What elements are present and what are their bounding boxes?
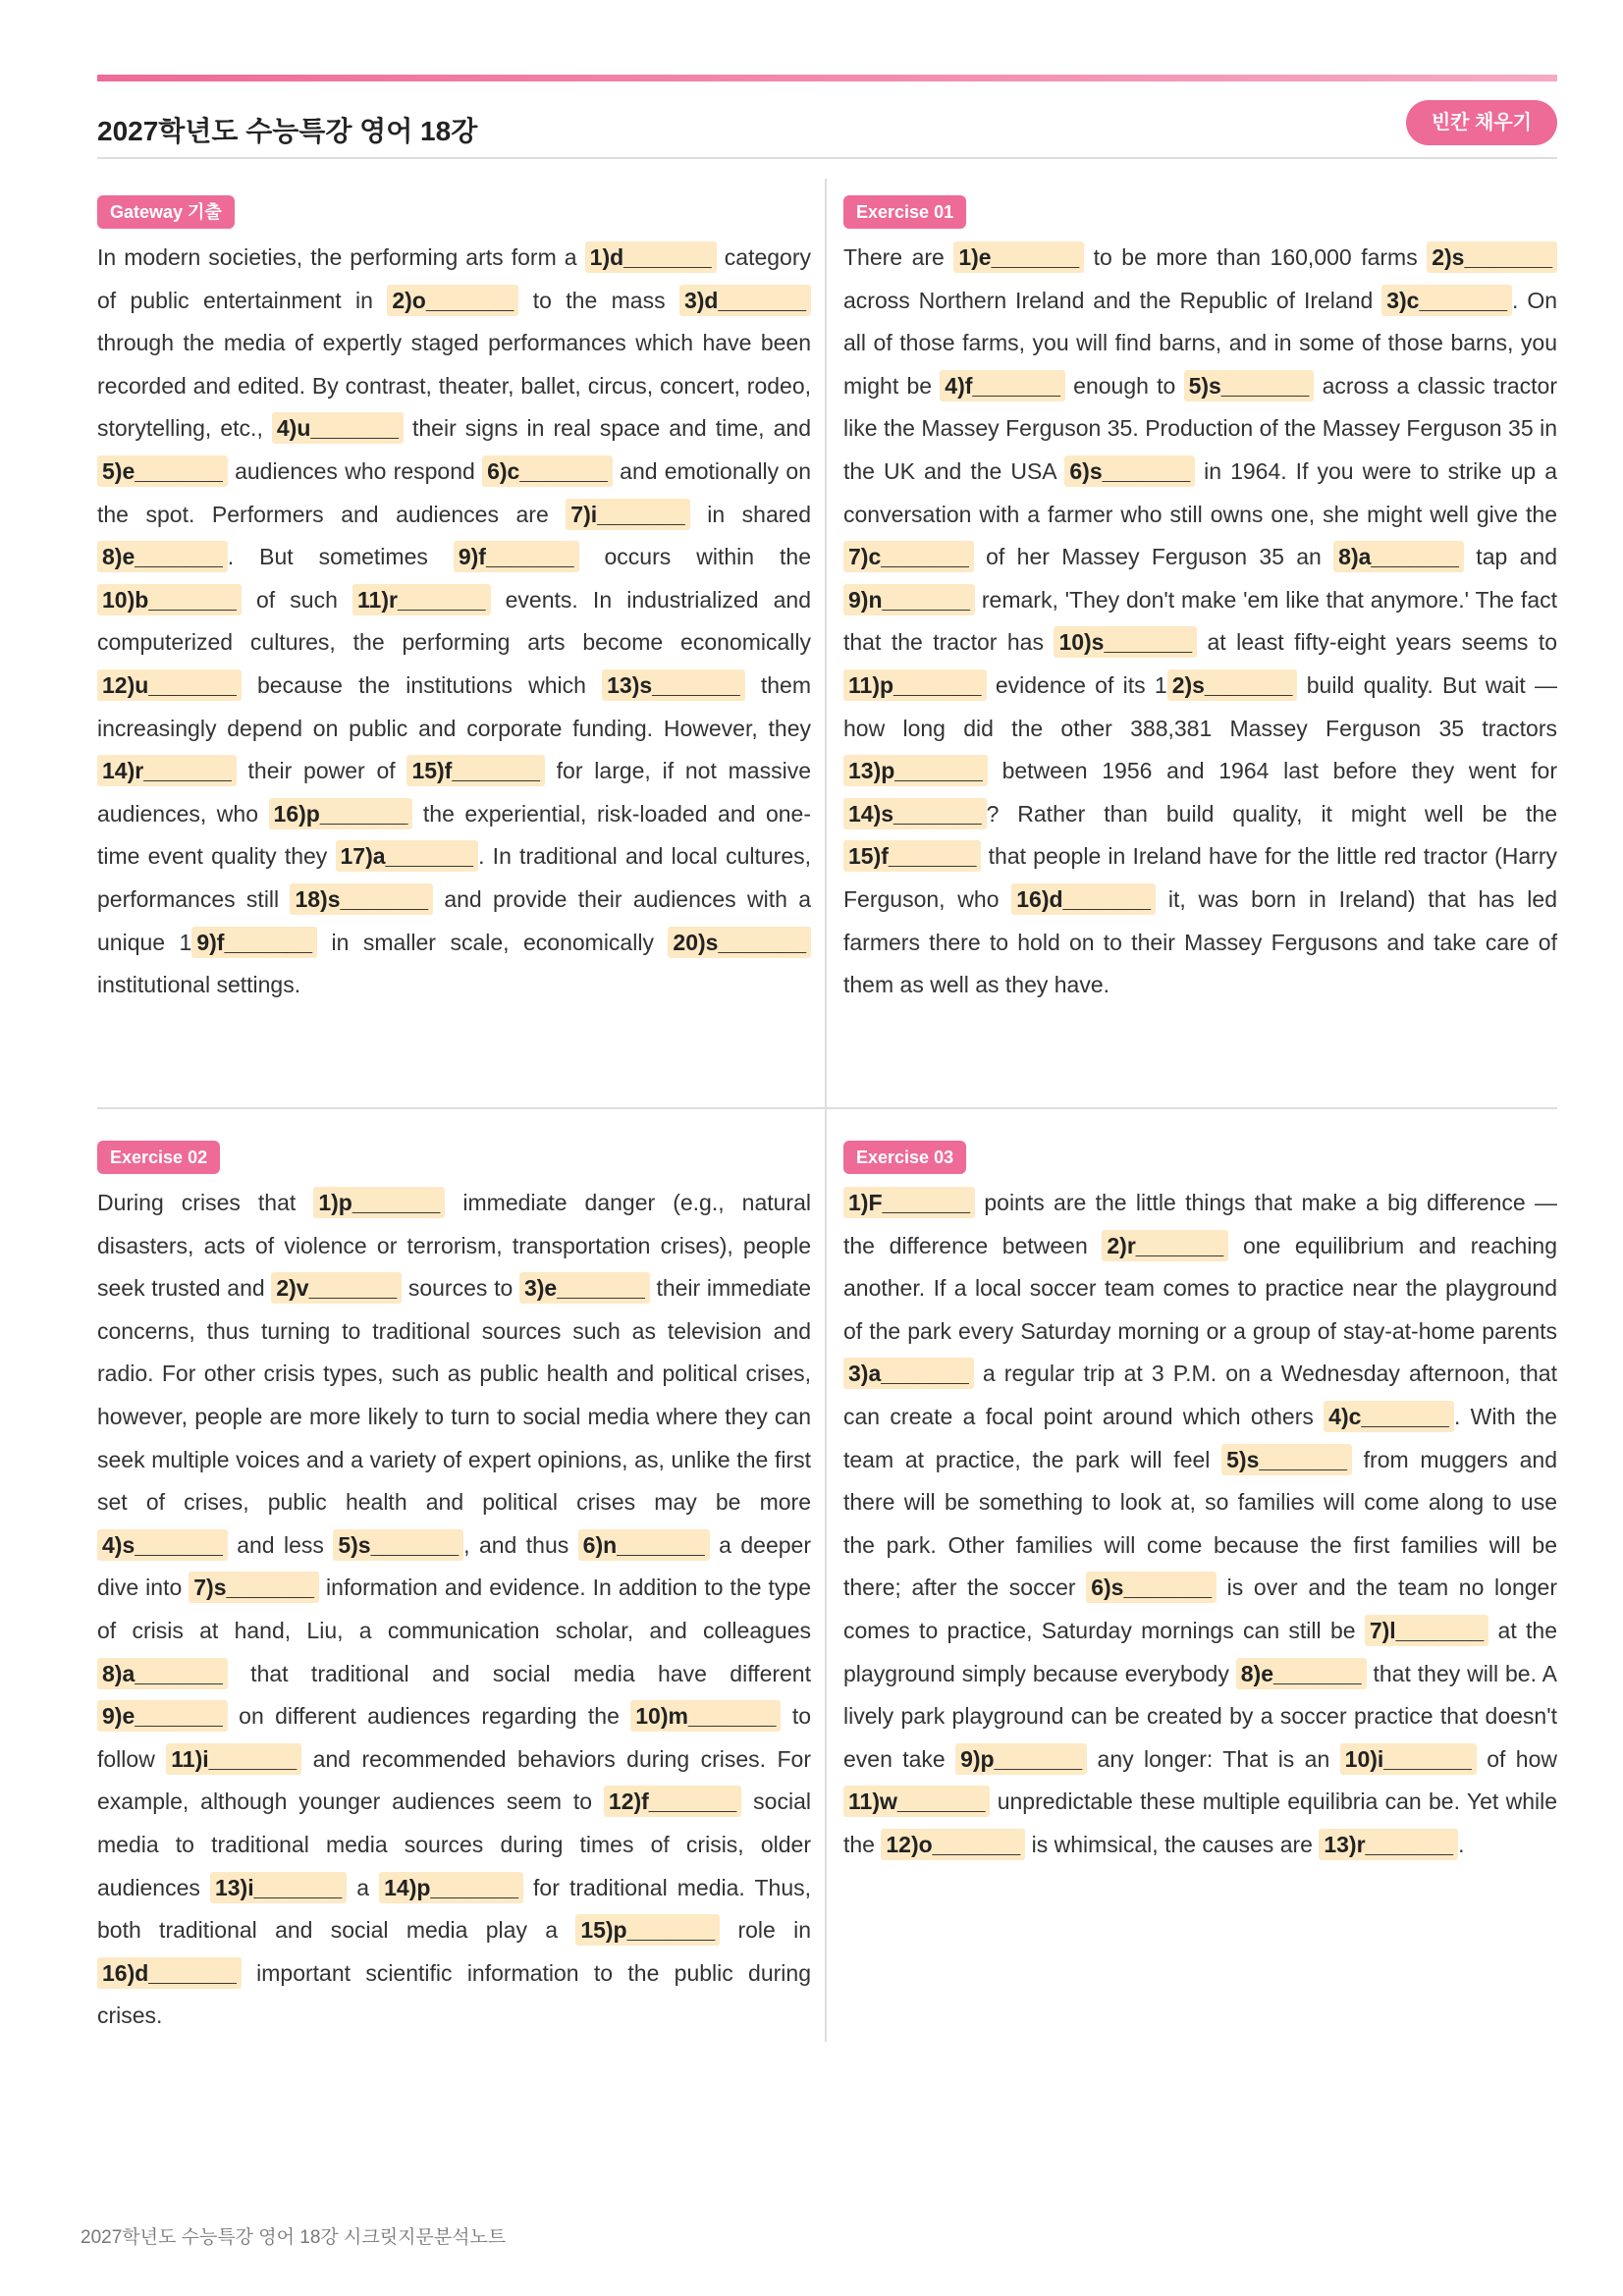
blank-field[interactable]: 18)s_______ bbox=[290, 883, 433, 915]
blank-field[interactable]: 1)d_______ bbox=[585, 241, 717, 273]
blank-field[interactable]: 4)u_______ bbox=[272, 412, 404, 444]
passage-text: There are 1)e_______ to be more than 160,000 farms 2)s_______ across Northern Ireland and the Republic of Ireland 3)c_______ . On all of those farms, you will find barns, and in some of those barns, you might be 4)f_______ enough to 5)s_______ across a classic tractor like the Massey Ferguson 35. Production of the Massey Ferguson 35 in the UK and the USA 6)s_______ in 1964. If you were to strike up a conversation with a farmer who still owns one, she might well give the 7)c_______ of her Massey Ferguson 35 an 8)a_______ tap and 9)n_______ remark, 'They don't make 'em like that anymore.' The fact that the tractor has 10)s_______ at least fifty-eight years seems to 11)p_______ evidence of its 1 2)s_______ build quality. But wait — how long did the other 388,381 Massey Ferguson 35 tractors 13)p_______ between 1956 and 1964 last before they went for 14)s_______ ? Rather than build quality, it might well be the 15)f_______ that people in Ireland have for the little red tractor (Harry Ferguson, who 16)d_______ it, was born in Ireland) that has led farmers there to hold on to their Massey Fergusons and take care of them as well as they have. bbox=[843, 237, 1557, 1007]
blank-field[interactable]: 6)s_______ bbox=[1086, 1572, 1217, 1603]
blank-field[interactable]: 1)e_______ bbox=[953, 241, 1084, 273]
blank-field[interactable]: 7)i_______ bbox=[566, 499, 689, 530]
top-accent-bar bbox=[97, 75, 1557, 81]
blank-field[interactable]: 15)f_______ bbox=[843, 840, 981, 872]
blank-field[interactable]: 10)i_______ bbox=[1340, 1743, 1477, 1775]
passage-text: During crises that 1)p_______ immediate danger (e.g., natural disasters, acts of violence or terrorism, transportation crises), people seek trusted and 2)v_______ sources to 3)e_______ their immediate concerns, thus turning to traditional sources such as television and radio. For other crisis types, such as public health and political crises, however, people are more likely to turn to social media where they can seek multiple voices and a variety of expert opinions, as, unlike the first set of crises, public health and political crises may be more 4)s_______ and less 5)s_______ , and thus 6)n_______ a deeper dive into 7)s_______ information and evidence. In addition to the type of crisis at hand, Liu, a communication scholar, and colleagues 8)a_______ that traditional and social media have different 9)e_______ on different audiences regarding the 10)m_______ to follow 11)i_______ and recommended behaviors during crises. For example, although younger audiences seem to 12)f_______ social media to traditional media sources during times of crisis, older audiences 13)i_______ a 14)p_______ for traditional media. Thus, both traditional and social media play a 15)p_______ role in 16)d_______ important scientific information to the public during crises. bbox=[97, 1182, 811, 2038]
blank-field[interactable]: 7)l_______ bbox=[1365, 1615, 1488, 1646]
blank-field[interactable]: 10)s_______ bbox=[1054, 626, 1197, 658]
blank-field[interactable]: 9)n_______ bbox=[843, 584, 975, 615]
blank-field[interactable]: 9)f_______ bbox=[454, 541, 579, 572]
blank-field[interactable]: 8)e_______ bbox=[97, 541, 228, 572]
blank-field[interactable]: 15)p_______ bbox=[575, 1914, 720, 1946]
blank-field[interactable]: 10)m_______ bbox=[630, 1700, 781, 1732]
blank-field[interactable]: 20)s_______ bbox=[668, 927, 811, 958]
page-title: 2027학년도 수능특강 영어 18강 bbox=[97, 116, 478, 146]
blank-field[interactable]: 3)e_______ bbox=[519, 1272, 650, 1304]
blank-field[interactable]: 14)r_______ bbox=[97, 755, 237, 786]
blank-field[interactable]: 12)u_______ bbox=[97, 669, 242, 701]
passage-text: In modern societies, the performing arts form a 1)d_______ category of public entertainment in 2)o_______ to the mass 3)d_______ through the media of expertly staged performances which have been recorded and edited. By contrast, theater, ballet, circus, concert, rodeo, storytelling, etc., 4)u_______ their signs in real space and time, and 5)e_______ audiences who respond 6)c_______ and emotionally on the spot. Performers and audiences are 7)i_______ in shared 8)e_______ . But sometimes 9)f_______ occurs within the 10)b_______ of such 11)r_______ events. In industrialized and computerized cultures, the performing arts become economically 12)u_______ because the institutions which 13)s_______ them increasingly depend on public and corporate funding. However, they 14)r_______ their power of 15)f_______ for large, if not massive audiences, who 16)p_______ the experiential, risk-loaded and one-time event quality they 17)a_______ . In traditional and local cultures, performances still 18)s_______ and provide their audiences with a unique 1 9)f_______ in smaller scale, economically 20)s_______ institutional settings. bbox=[97, 237, 811, 1007]
blank-field[interactable]: 13)p_______ bbox=[843, 755, 988, 786]
blank-field[interactable]: 11)i_______ bbox=[166, 1743, 301, 1775]
blank-field[interactable]: 11)w_______ bbox=[843, 1786, 990, 1817]
section-badge: Exercise 01 bbox=[843, 195, 966, 229]
blank-field[interactable]: 8)e_______ bbox=[1236, 1658, 1367, 1689]
blank-field[interactable]: 13)i_______ bbox=[210, 1872, 347, 1903]
blank-field[interactable]: 5)s_______ bbox=[1184, 370, 1315, 401]
blank-field[interactable]: 13)s_______ bbox=[602, 669, 745, 701]
blank-field[interactable]: 11)p_______ bbox=[843, 669, 987, 701]
gateway-section bbox=[97, 195, 811, 1007]
blank-field[interactable]: 16)d_______ bbox=[1011, 883, 1156, 915]
passage-text: 1)F_______ points are the little things that make a big difference — the difference between 2)r_______ one equilibrium and reaching another. If a local soccer team comes to practice near the playground of the park every Saturday morning or a group of stay-at-home parents 3)a_______ a regular trip at 3 P.M. on a Wednesday afternoon, that can create a focal point around which others 4)c_______ . With the team at practice, the park will feel 5)s_______ from muggers and there will be something to look at, so families will come along to use the park. Other families will come because the first families will be there; after the soccer 6)s_______ is over and the team no longer comes to practice, Saturday mornings can still be 7)l_______ at the playground simply because everybody 8)e_______ that they will be. A lively park playground can be created by a soccer practice that doesn't even take 9)p_______ any longer: That is an 10)i_______ of how 11)w_______ unpredictable these multiple equilibria can be. Yet while the 12)o_______ is whimsical, the causes are 13)r_______ . bbox=[843, 1182, 1557, 1867]
row-divider bbox=[97, 1107, 1557, 1109]
blank-field[interactable]: 9)p_______ bbox=[955, 1743, 1087, 1775]
blank-field[interactable]: 8)a_______ bbox=[1333, 541, 1464, 572]
blank-field[interactable]: 1)p_______ bbox=[313, 1187, 445, 1218]
blank-field[interactable]: 17)a_______ bbox=[336, 840, 479, 872]
blank-field[interactable]: 2)r_______ bbox=[1102, 1230, 1228, 1261]
blank-field[interactable]: 13)r_______ bbox=[1319, 1829, 1458, 1860]
section-badge: Exercise 03 bbox=[843, 1141, 966, 1174]
blank-field[interactable]: 8)a_______ bbox=[97, 1658, 228, 1689]
column-divider-bottom bbox=[825, 1109, 827, 2042]
blank-field[interactable]: 2)s_______ bbox=[1167, 669, 1298, 701]
blank-field[interactable]: 11)r_______ bbox=[352, 584, 490, 615]
section-badge: Gateway 기출 bbox=[97, 195, 235, 229]
blank-field[interactable]: 7)c_______ bbox=[843, 541, 974, 572]
blank-field[interactable]: 5)s_______ bbox=[1221, 1444, 1352, 1475]
fill-blanks-button[interactable]: 빈칸 채우기 bbox=[1406, 100, 1557, 145]
blank-field[interactable]: 5)e_______ bbox=[97, 455, 228, 487]
header-divider bbox=[97, 157, 1557, 159]
blank-field[interactable]: 14)s_______ bbox=[843, 798, 987, 829]
exercise-02-section bbox=[97, 1141, 811, 2038]
column-divider-top bbox=[825, 179, 827, 1107]
blank-field[interactable]: 4)f_______ bbox=[940, 370, 1065, 401]
blank-field[interactable]: 12)f_______ bbox=[604, 1786, 741, 1817]
blank-field[interactable]: 2)v_______ bbox=[271, 1272, 402, 1304]
blank-field[interactable]: 15)f_______ bbox=[406, 755, 544, 786]
blank-field[interactable]: 3)c_______ bbox=[1381, 285, 1512, 316]
blank-field[interactable]: 6)s_______ bbox=[1064, 455, 1195, 487]
blank-field[interactable]: 4)c_______ bbox=[1324, 1401, 1454, 1432]
blank-field[interactable]: 12)o_______ bbox=[881, 1829, 1025, 1860]
blank-field[interactable]: 5)s_______ bbox=[333, 1529, 463, 1561]
blank-field[interactable]: 3)a_______ bbox=[843, 1358, 974, 1389]
blank-field[interactable]: 9)e_______ bbox=[97, 1700, 228, 1732]
blank-field[interactable]: 9)f_______ bbox=[191, 927, 317, 958]
blank-field[interactable]: 10)b_______ bbox=[97, 584, 242, 615]
blank-field[interactable]: 6)c_______ bbox=[482, 455, 613, 487]
blank-field[interactable]: 14)p_______ bbox=[379, 1872, 523, 1903]
exercise-01-section bbox=[843, 195, 1557, 1007]
blank-field[interactable]: 2)s_______ bbox=[1427, 241, 1557, 273]
blank-field[interactable]: 2)o_______ bbox=[387, 285, 518, 316]
blank-field[interactable]: 4)s_______ bbox=[97, 1529, 228, 1561]
page-footer: 2027학년도 수능특강 영어 18강 시크릿지문분석노트 bbox=[81, 2227, 507, 2248]
blank-field[interactable]: 16)p_______ bbox=[269, 798, 413, 829]
section-badge: Exercise 02 bbox=[97, 1141, 220, 1174]
blank-field[interactable]: 3)d_______ bbox=[679, 285, 811, 316]
page-header bbox=[97, 98, 1557, 159]
blank-field[interactable]: 16)d_______ bbox=[97, 1957, 242, 1989]
blank-field[interactable]: 7)s_______ bbox=[189, 1572, 319, 1603]
exercise-03-section bbox=[843, 1141, 1557, 1867]
blank-field[interactable]: 6)n_______ bbox=[578, 1529, 710, 1561]
blank-field[interactable]: 1)F_______ bbox=[843, 1187, 975, 1218]
